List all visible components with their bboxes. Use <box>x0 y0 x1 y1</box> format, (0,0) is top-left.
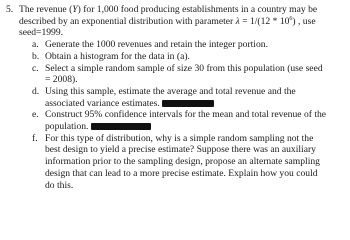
stem-text: The revenue ( <box>19 4 73 15</box>
part-letter: f. <box>32 132 38 144</box>
stem-text: described by an exponential distribution with parameter <box>19 15 236 27</box>
part-text: Using this sample, estimate the average and total revenue and the associated variance estimates. <box>45 85 296 109</box>
part-c <box>6 63 346 86</box>
part-letter: d. <box>32 85 40 97</box>
part-f <box>6 133 346 192</box>
part-text: Obtain a histogram for the data in (a). <box>45 50 190 62</box>
part-letter: a. <box>32 39 39 51</box>
part-letter: c. <box>32 62 39 74</box>
lambda-symbol: λ <box>235 15 240 27</box>
redaction-mark <box>162 100 214 107</box>
problem-stem-line-3: seed=1999. <box>19 27 64 39</box>
exponent: 6 <box>289 15 293 22</box>
parts-list <box>6 39 346 191</box>
part-text: Generate the 1000 revenues and retain the integer portion. <box>45 39 268 51</box>
problem-stem-line-2 <box>6 16 346 28</box>
variable-y: Y <box>72 4 78 15</box>
redaction-mark <box>91 123 151 130</box>
problem-5 <box>6 4 346 191</box>
part-b <box>6 51 346 63</box>
stem-text: = 1/(12 * 10 <box>239 15 290 27</box>
stem-text: ) for 1,000 food producing establishments in a country may be <box>77 4 318 15</box>
part-text: Select a simple random sample of size 30 from this population (use seed = 2008). <box>45 62 323 86</box>
problem-stem-line-1 <box>6 4 346 16</box>
part-e <box>6 109 346 132</box>
part-a <box>6 39 346 51</box>
part-d <box>6 86 346 109</box>
part-text: For this type of distribution, why is a simple random sampling not the best design to yield a precise estimate? Suppose there was an auxiliary information prior to the sampling design, propose an alternate sampling design that can lead to a more precise estimate. Explain how you could do this. <box>45 132 320 191</box>
part-letter: e. <box>32 109 39 121</box>
part-letter: b. <box>32 50 40 62</box>
problem-number: 5. <box>6 4 14 15</box>
stem-text: ) , use <box>292 15 316 27</box>
part-text: Construct 95% confidence intervals for the mean and total revenue of the population. <box>45 109 327 133</box>
